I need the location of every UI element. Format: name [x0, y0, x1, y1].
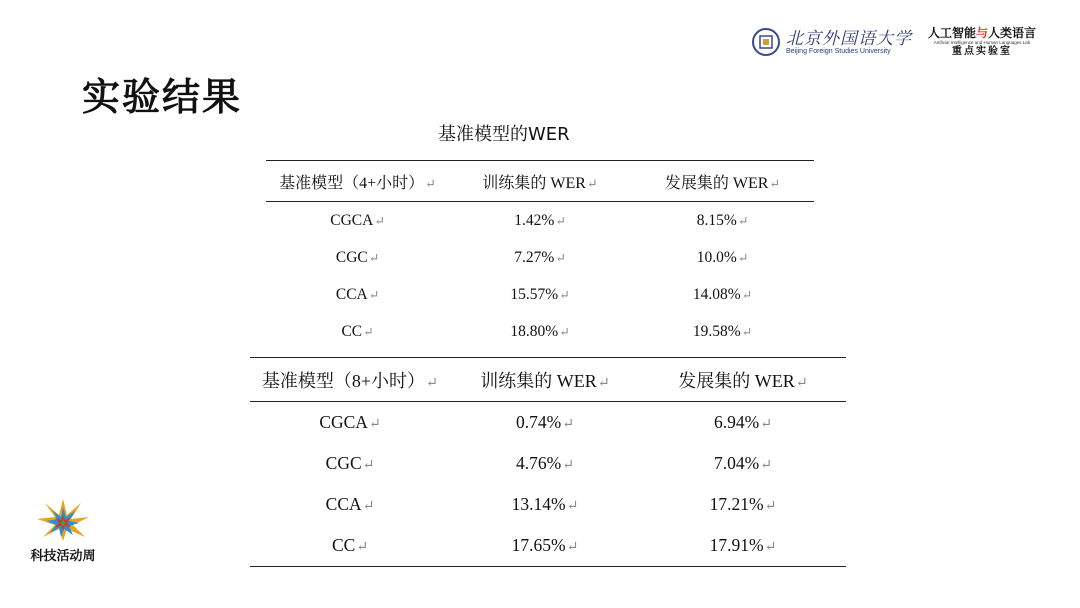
header-cell-model: 基准模型（4+小时）↵	[279, 174, 436, 192]
wer-table-8h	[250, 357, 846, 567]
science-week-logo	[18, 495, 108, 564]
lab-name-cn: 人工智能与人类语言	[927, 26, 1036, 40]
university-name-cn: 北京外国语大学	[785, 28, 912, 49]
table-row: CGC↵ 4.76%↵ 7.04%↵	[325, 453, 772, 473]
table-row: CCA↵ 15.57%↵ 14.08%↵	[335, 285, 753, 303]
table-row: CCA↵ 13.14%↵ 17.21%↵	[325, 494, 777, 514]
lab-name-en: Artificial Intelligence and Human Languages Lab	[933, 40, 1031, 45]
science-week-label: 科技活动周	[30, 549, 96, 564]
table-row: CC↵ 18.80%↵ 19.58%↵	[341, 322, 753, 340]
table-header-row	[250, 358, 846, 402]
header-cell-train-wer: 训练集的 WER↵	[480, 370, 610, 391]
table-row: CGCA↵ 0.74%↵ 6.94%↵	[319, 412, 772, 432]
header-cell-train-wer: 训练集的 WER↵	[482, 174, 598, 192]
lab-subtitle: 重点实验室	[951, 46, 1012, 57]
header-cell-dev-wer: 发展集的 WER↵	[678, 370, 808, 391]
lab-logo	[928, 26, 1036, 58]
table-row: CGC↵ 7.27%↵ 10.0%↵	[335, 248, 749, 266]
wer-table-4h	[266, 160, 814, 350]
table-header-row	[266, 161, 814, 202]
slide-title: 实验结果	[82, 75, 243, 119]
starburst-icon	[33, 495, 93, 543]
university-name-en: Beijing Foreign Studies University	[785, 47, 891, 55]
table-row: CC↵ 17.65%↵ 17.91%↵	[331, 535, 777, 555]
university-logo	[752, 28, 912, 56]
header-logos	[752, 26, 1036, 58]
table-caption: 基准模型的WER	[438, 124, 570, 145]
table-row: CGCA↵ 1.42%↵ 8.15%↵	[330, 211, 749, 229]
header-cell-model: 基准模型（8+小时）↵	[261, 370, 439, 391]
university-emblem-icon	[752, 28, 780, 56]
header-cell-dev-wer: 发展集的 WER↵	[664, 174, 781, 192]
